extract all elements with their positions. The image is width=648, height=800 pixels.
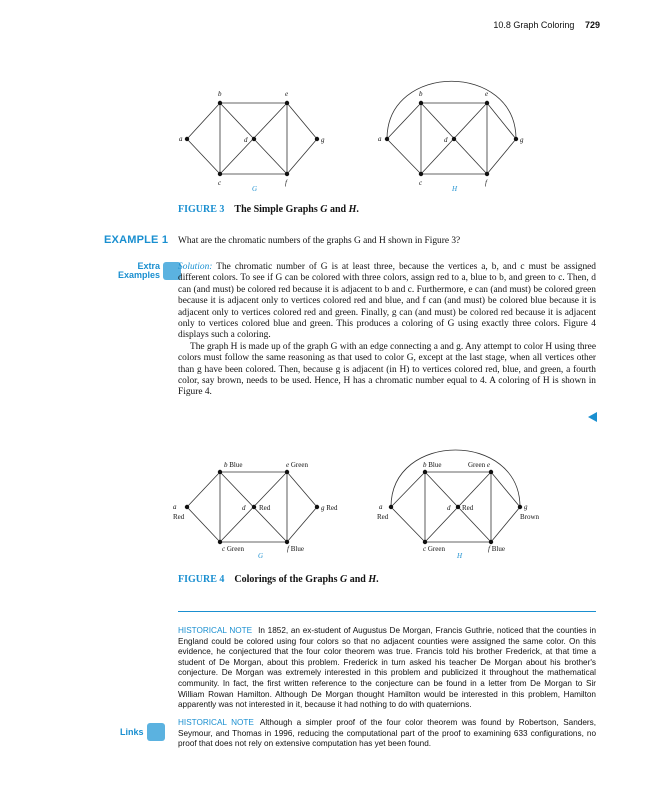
h-color-c: Green: [427, 545, 445, 553]
svg-text:f Blue: f Blue: [287, 545, 304, 553]
label-g: g: [321, 136, 325, 144]
example-label: EXAMPLE 1: [104, 234, 169, 246]
graph-h-name: H: [452, 185, 458, 193]
label-a: a: [179, 135, 183, 143]
svg-text:d: d: [242, 504, 246, 512]
graph-g-vertices: [185, 101, 319, 176]
svg-text:b Blue: b Blue: [423, 461, 442, 469]
historical-note-1: [178, 626, 596, 711]
vertex-b: [218, 101, 222, 105]
svg-text:f Blue: f Blue: [488, 545, 505, 553]
historical-note-1-text: In 1852, an ex-student of Augustus De Morgan, Francis Guthrie, noticed that the counties in England could be colored using four colors so that no adjacent counties were assigned the same color. On this evidence, he conjectured that the four color theorem was true. Francis told his brother Frederick, at that time a student of De Morgan, about this problem. Frederick in turn asked his teacher De Morgan about his brother's conjecture. De Morgan was extremely interested in this problem and publicized it throughout the mathematical community. In fact, the first written reference to the conjecture can be found in a letter from De Morgan to Sir William Rowan Hamilton. Although De Morgan thought Hamilton would be interested in this problem, Hamilton apparently was not interested in it, because it had nothing to do with quaternions.: [178, 626, 596, 710]
label-b: b: [218, 90, 222, 98]
figure-3-number: FIGURE 3: [178, 204, 225, 215]
historical-note-2: [178, 718, 596, 750]
svg-text:a: a: [173, 503, 177, 511]
graph-g-name: G: [252, 185, 258, 193]
h-label-e: e: [485, 90, 489, 98]
vertex-f: [285, 172, 289, 176]
section-title: 10.8 Graph Coloring: [493, 20, 575, 30]
g-color-f: Blue: [290, 545, 304, 553]
graph-h: [387, 81, 516, 174]
colored-graph-h: [391, 450, 520, 542]
label-f: f: [285, 179, 287, 187]
example-question: What are the chromatic numbers of the graphs G and H shown in Figure 3?: [178, 236, 461, 246]
svg-text:b Blue: b Blue: [224, 461, 243, 469]
svg-text:c Green: c Green: [222, 545, 244, 553]
solution-para-1: The chromatic number of G is at least three, because the vertices a, b, and c must be assigned different colors. To see if G can be colored with three colors, assign red to a, blue to b, and green to c. Then, d can (and must) be colored red because it is adjacent to b and c. Furthermore, e can (and must) be colored green because it is adjacent only to vertices colored red and blue, and f can (and must) be colored blue because it is adjacent only to vertices colored red and green. Finally, g can (and must) be colored red because it is adjacent only to vertices colored blue and green. This produces a coloring of G using exactly three colors. Figure 4 displays such a coloring.: [178, 262, 596, 341]
h-color-f: Blue: [491, 545, 505, 553]
h-label-f: f: [485, 179, 487, 187]
svg-text:d: d: [447, 504, 451, 512]
svg-text:a: a: [379, 503, 383, 511]
figure-3-graphs: [170, 70, 550, 195]
h-label-b: b: [419, 90, 423, 98]
g-color-b: Blue: [229, 461, 243, 469]
page-number: 729: [584, 20, 600, 30]
historical-note-2-text: Although a simpler proof of the four color theorem was found by Robertson, Sanders, Seymour, and Thomas in 1996, reducing the computational part of the proof to examining 633 configurations, no proof that does not rely on extensive computation has yet been found.: [178, 718, 596, 749]
figure-4-number: FIGURE 4: [178, 574, 225, 585]
h-color-g: Brown: [520, 513, 540, 521]
section-divider: [178, 611, 596, 612]
h-label-a: a: [378, 135, 382, 143]
historical-note-2-label: HISTORICAL NOTE: [178, 718, 254, 727]
g-color-c: Green: [226, 545, 244, 553]
solution-text: [178, 262, 596, 399]
vertex-g: [315, 137, 319, 141]
h-color-b: Blue: [428, 461, 442, 469]
label-c: c: [218, 179, 222, 187]
svg-text:c Green: c Green: [423, 545, 445, 553]
vertex-d: [252, 137, 256, 141]
vertex-e: [285, 101, 289, 105]
running-header: [493, 20, 600, 30]
extra-examples-badge[interactable]: Extra Examples: [118, 262, 181, 280]
vertex-a: [185, 137, 189, 141]
g-color-d: Red: [259, 504, 271, 512]
solution-para-2: The graph H is made up of the graph G with an edge connecting a and g. Any attempt to color H using three colors must follow the same reasoning as that used to color G, except at the last stage, when all vertices other than g have been colored. Then, because g is adjacent (in H) to vertices colored red, blue, and green, a fourth color, say brown, needs to be used. Hence, H has a chromatic number equal to 4. A coloring of H is shown in Figure 4.: [178, 341, 596, 398]
historical-note-1-label: HISTORICAL NOTE: [178, 626, 253, 635]
fig4-g-name: G: [258, 552, 264, 560]
graph-h-vertices: [385, 101, 518, 176]
h-color-e: Green: [468, 461, 486, 469]
label-e: e: [285, 90, 289, 98]
svg-text:Green e: Green e: [468, 461, 490, 469]
solution-label: Solution:: [178, 262, 213, 272]
h-color-a: Red: [377, 513, 389, 521]
vertex-c: [218, 172, 222, 176]
svg-text:g: g: [524, 503, 528, 511]
g-color-e: Green: [290, 461, 308, 469]
g-color-a: Red: [173, 513, 185, 521]
h-label-g: g: [520, 136, 524, 144]
links-icon[interactable]: [147, 723, 165, 741]
h-label-c: c: [419, 179, 423, 187]
label-d: d: [244, 136, 248, 144]
svg-text:e Green: e Green: [286, 461, 308, 469]
figure-4-caption: FIGURE 4 Colorings of the Graphs G and H.: [178, 574, 379, 585]
h-label-d: d: [444, 136, 448, 144]
links-badge[interactable]: Links: [120, 723, 165, 741]
figure-3-caption: FIGURE 3 The Simple Graphs G and H.: [178, 204, 359, 215]
fig4-h-name: H: [457, 552, 463, 560]
svg-text:g Red: g Red: [321, 504, 338, 512]
figure-4-colorings: [170, 445, 570, 570]
g-color-g: Red: [326, 504, 338, 512]
end-of-example-icon: [588, 412, 597, 422]
h-color-d: Red: [462, 504, 474, 512]
